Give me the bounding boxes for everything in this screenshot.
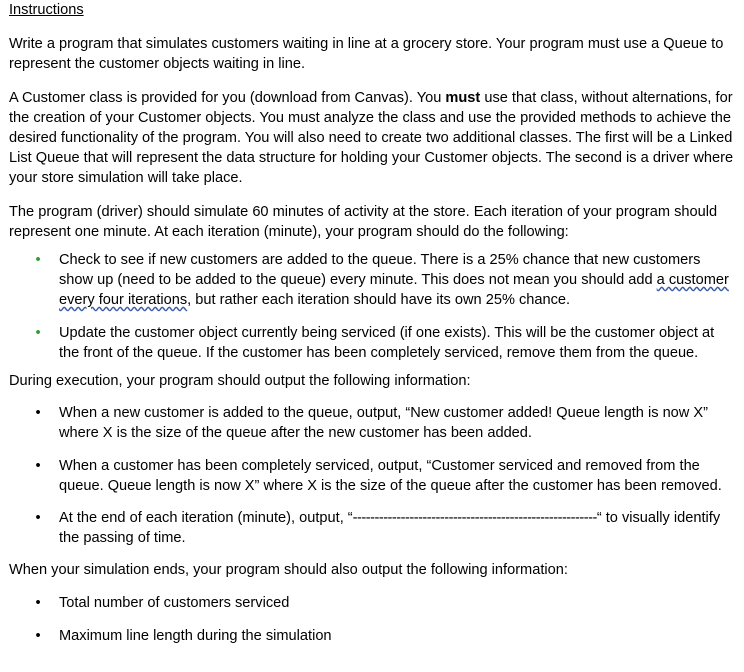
output-bullet-text-3a: At the end of each iteration (minute), output, “	[59, 510, 353, 526]
instructions-heading: Instructions	[9, 2, 84, 18]
paragraph-customer-class	[9, 88, 735, 188]
iteration-bullet-text-1a: Check to see if new customers are added to the queue. There is a 25% chance that new customers show up (need to be added to the queue) every minute. This does not mean you should add	[59, 252, 701, 288]
iteration-bullet-item	[9, 323, 735, 363]
iteration-bullet-item	[9, 250, 735, 310]
end-bullet-item	[9, 593, 735, 613]
bullet-icon: •	[35, 252, 41, 268]
iteration-bullet-text-1-underlined: a customer every four iterations	[59, 272, 729, 308]
document	[9, 0, 735, 646]
bullet-icon: •	[35, 405, 41, 421]
iteration-bullet-list	[9, 250, 735, 363]
paragraph-during-execution: During execution, your program should output the following information:	[9, 373, 471, 389]
bullet-icon: •	[35, 510, 41, 526]
output-bullet-text-1: When a new customer is added to the queue, output, “New customer added! Queue length is now X” where X is the size of the queue after the new customer has been added.	[59, 405, 708, 441]
output-bullet-text-3b: “ to visually identify the passing of time.	[59, 510, 721, 546]
paragraph-intro: Write a program that simulates customers waiting in line at a grocery store. Your program must use a Queue to represent the customer objects waiting in line.	[9, 36, 724, 72]
output-bullet-text-2: When a customer has been completely serviced, output, “Customer serviced and removed from the queue. Queue length is now X” where X is the size of the queue after the customer has been removed.	[59, 458, 722, 494]
output-bullet-item	[9, 403, 735, 443]
bullet-icon: •	[35, 595, 41, 611]
bullet-icon: •	[35, 628, 41, 644]
paragraph-simulation-end: When your simulation ends, your program should also output the following information:	[9, 562, 568, 578]
paragraph-customer-class-part2: use that class, without alternations, for the creation of your Customer objects. You must analyze the class and use the provided methods to achieve the desired functionality of the program. You will also need to create two additional classes. The first will be a Linked List Queue that will represent the data structure for holding your Customer objects. The second is a driver where your store simulation will take place.	[9, 90, 734, 186]
end-bullet-text-1: Total number of customers serviced	[59, 595, 290, 611]
paragraph-customer-class-part1: A Customer class is provided for you (download from Canvas). You	[9, 90, 446, 106]
output-bullet-item	[9, 456, 735, 496]
paragraph-customer-class-bold: must	[445, 90, 481, 106]
end-bullet-list	[9, 593, 735, 646]
output-bullet-dashes: --------------------------------------------------------	[352, 510, 597, 526]
iteration-bullet-text-2: Update the customer object currently being serviced (if one exists). This will be the customer object at the front of the queue. If the customer has been completely serviced, remove them from the queue.	[59, 325, 715, 361]
iteration-bullet-text-1b: , but rather each iteration should have its own 25% chance.	[187, 292, 571, 308]
bullet-icon: •	[35, 325, 41, 341]
end-bullet-text-2: Maximum line length during the simulation	[59, 628, 332, 644]
paragraph-program-driver: The program (driver) should simulate 60 minutes of activity at the store. Each iteration of your program should represent one minute. At each iteration (minute), your program should do the following:	[9, 204, 718, 240]
end-bullet-item	[9, 626, 735, 646]
output-bullet-list	[9, 403, 735, 548]
output-bullet-item	[9, 508, 735, 548]
bullet-icon: •	[35, 458, 41, 474]
